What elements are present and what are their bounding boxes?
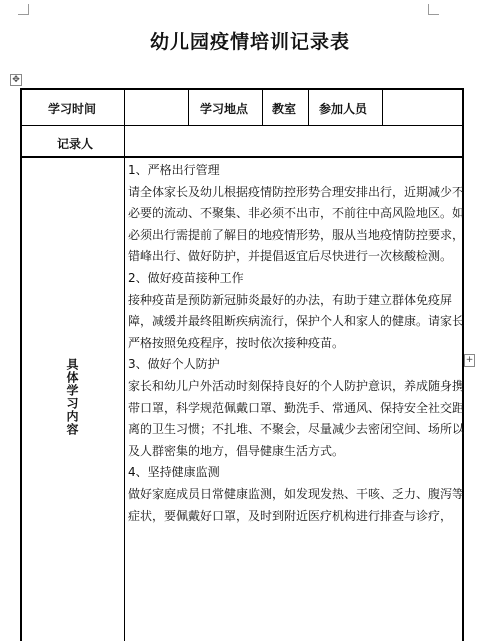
section-text: 接种疫苗是预防新冠肺炎最好的办法，有助于建立群体免疫屏障，减缓并最终阻断疾病流行，保护个人和家人的健康。请家长严格按照免疫程序，按时依次接种疫苗。 bbox=[128, 292, 465, 350]
content-section-3 bbox=[128, 354, 464, 462]
table-col-divider-2 bbox=[188, 88, 189, 126]
section-text: 请全体家长及幼儿根据疫情防控形势合理安排出行，近期减少不必要的流动、不聚集、非必须不出市，不前往中高风险地区。如必须出行需提前了解目的地疫情形势，服从当地疫情防控要求，错峰出行、做好防护，并提倡返宜后尽快进行一次核酸检测。 bbox=[128, 184, 465, 264]
table-border-left bbox=[20, 88, 22, 641]
study-content-cell[interactable] bbox=[128, 160, 464, 527]
study-time-label: 学习时间 bbox=[48, 102, 97, 116]
table-col-divider-label bbox=[124, 88, 125, 641]
section-heading: 3、做好个人防护 bbox=[128, 357, 220, 372]
table-col-divider-5 bbox=[382, 88, 383, 126]
section-text: 做好家庭成员日常健康监测，如发现发热、干咳、乏力、腹泻等症状，要佩戴好口罩，及时到附近医疗机构进行排查与诊疗， bbox=[128, 486, 465, 523]
study-place-label: 学习地点 bbox=[200, 102, 249, 116]
recorder-value[interactable] bbox=[128, 128, 458, 154]
content-section-1 bbox=[128, 160, 464, 268]
table-border-top bbox=[20, 88, 463, 90]
participants-value[interactable] bbox=[386, 92, 458, 122]
table-row-divider-2 bbox=[20, 156, 463, 158]
section-heading: 2、做好疫苗接种工作 bbox=[128, 270, 244, 285]
table-col-divider-3 bbox=[262, 88, 263, 126]
section-heading: 1、严格出行管理 bbox=[128, 163, 220, 177]
table-move-handle-icon[interactable]: ✥ bbox=[10, 74, 22, 86]
content-section-2 bbox=[128, 268, 464, 354]
table-col-divider-4 bbox=[308, 88, 309, 126]
participants-label: 参加人员 bbox=[319, 102, 368, 116]
content-section-4 bbox=[128, 462, 464, 527]
study-time-value[interactable] bbox=[128, 92, 186, 122]
section-text: 家长和幼儿户外活动时刻保持良好的个人防护意识，养成随身携带口罩，科学规范佩戴口罩、勤洗手、常通风、保持安全社交距离的卫生习惯；不扎堆、不聚会，尽量减少去密闭空间、场所以及人群密集的地方，倡导健康生活方式。 bbox=[128, 378, 465, 458]
table-row-divider-1 bbox=[20, 125, 463, 126]
page-corner-mark-left bbox=[18, 4, 29, 15]
section-heading: 4、坚持健康监测 bbox=[128, 465, 220, 480]
page-corner-mark-right bbox=[428, 4, 439, 15]
recorder-label: 记录人 bbox=[57, 137, 94, 151]
study-place-value[interactable]: 教室 bbox=[272, 102, 297, 116]
document-title: 幼儿园疫情培训记录表 bbox=[149, 31, 350, 53]
table-row-add-icon[interactable]: + bbox=[465, 355, 474, 365]
content-label: 具体学习内容 bbox=[65, 358, 79, 436]
